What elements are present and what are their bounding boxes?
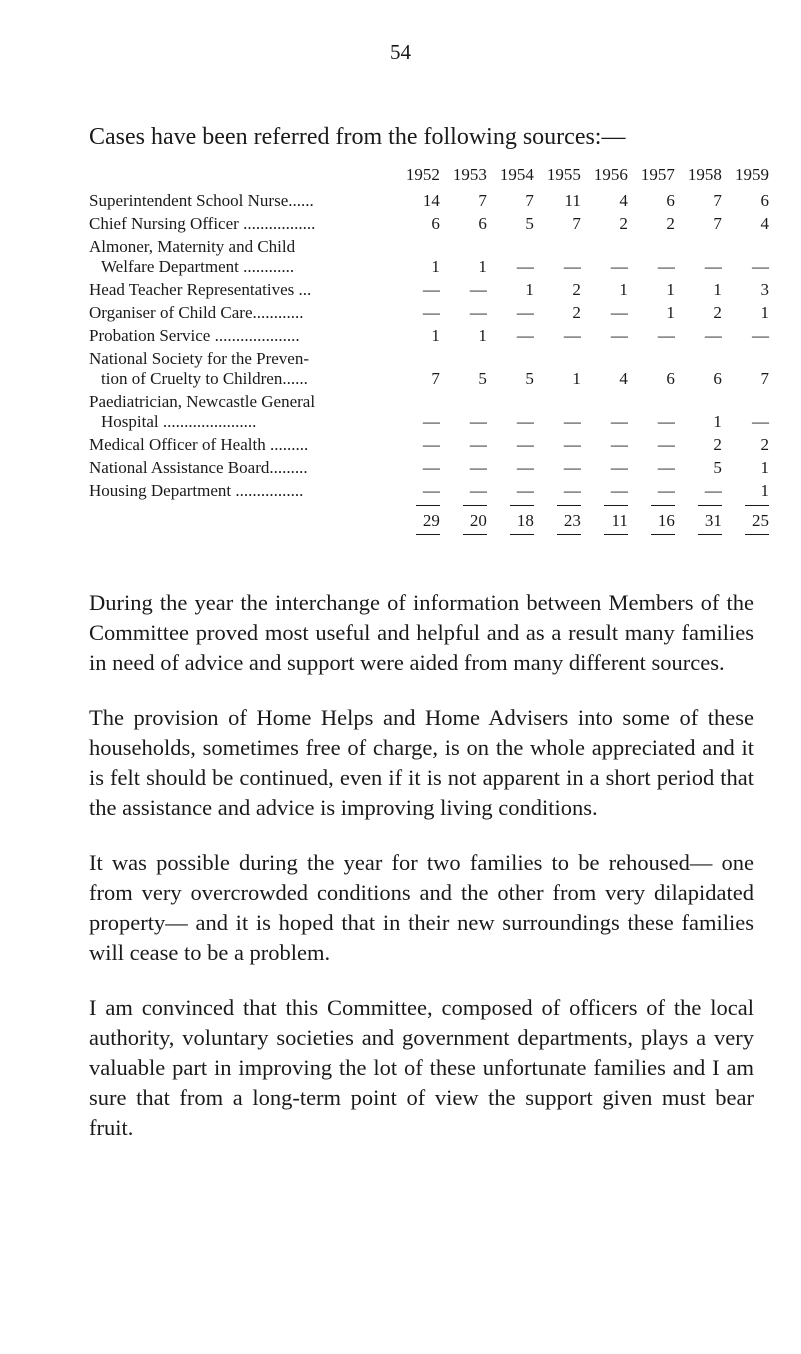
value-cell: — [563, 458, 581, 477]
source-label-line: Medical Officer of Health ......... [89, 435, 309, 454]
year-header-1954: 1954 [499, 165, 534, 184]
table-row [89, 211, 769, 234]
total-cell: 20 [440, 501, 487, 535]
source-label-line: Hospital ...................... [101, 412, 257, 431]
source-label-line: Chief Nursing Officer ................. [89, 214, 316, 233]
value-cell: — [704, 326, 722, 345]
value-cell: — [469, 412, 487, 431]
value-cell: — [563, 412, 581, 431]
intro-text: Cases have been referred from the following sources:— [89, 124, 626, 150]
value-cell: — [657, 326, 675, 345]
value-cell: 14 [422, 191, 440, 210]
total-cell: 11 [581, 501, 628, 535]
value-cell: 1 [525, 280, 534, 299]
source-cell [89, 211, 393, 234]
year-header-1957: 1957 [640, 165, 675, 184]
source-label-line: Superintendent School Nurse...... [89, 191, 314, 210]
table-body [89, 188, 769, 535]
value-cell: — [610, 481, 628, 500]
source-label-line: Head Teacher Representatives ... [89, 280, 312, 299]
total-cell: 29 [393, 501, 440, 535]
value-cell: 6 [760, 191, 769, 210]
table-row [89, 323, 769, 346]
source-cell [89, 234, 393, 277]
value-cell: 6 [666, 191, 675, 210]
value-cell: 2 [572, 280, 581, 299]
source-cell [89, 389, 393, 432]
value-cell: 7 [525, 191, 534, 210]
paragraph-home-helps: The provision of Home Helps and Home Advisers into some of these households, sometimes free of charge, is on the whole appreciated and it is felt should be continued, even if it is not apparent in a short period that the assistance and advice is improving living conditions. [89, 705, 754, 820]
value-cell: — [422, 412, 440, 431]
table-row [89, 432, 769, 455]
value-cell: — [657, 257, 675, 276]
year-header-row [89, 165, 769, 188]
value-cell: 2 [619, 214, 628, 233]
value-cell: 1 [760, 481, 769, 500]
value-cell: 6 [478, 214, 487, 233]
total-cell: 31 [675, 501, 722, 535]
value-cell: 7 [572, 214, 581, 233]
value-cell: — [610, 326, 628, 345]
table-row [89, 300, 769, 323]
total-cell: 18 [487, 501, 534, 535]
value-cell: — [516, 435, 534, 454]
value-cell: 1 [431, 326, 440, 345]
value-cell: 7 [760, 369, 769, 388]
page-number: 54 [390, 40, 411, 64]
value-cell: — [516, 326, 534, 345]
totals-label-cell [89, 501, 393, 535]
value-cell: — [563, 435, 581, 454]
value-cell: 2 [713, 435, 722, 454]
year-header-1955: 1955 [546, 165, 581, 184]
value-cell: 1 [431, 257, 440, 276]
value-cell: 1 [478, 326, 487, 345]
value-cell: — [752, 326, 769, 345]
source-cell [89, 346, 393, 389]
source-label-line: Paediatrician, Newcastle General [89, 392, 316, 411]
value-cell: 2 [666, 214, 675, 233]
value-cell: 2 [713, 303, 722, 322]
value-cell: — [469, 435, 487, 454]
value-cell: — [563, 481, 581, 500]
table-row [89, 346, 769, 389]
value-cell: — [704, 257, 722, 276]
value-cell: — [610, 435, 628, 454]
table-row [89, 234, 769, 277]
value-cell: 1 [619, 280, 628, 299]
value-cell: — [657, 435, 675, 454]
source-cell [89, 300, 393, 323]
value-cell: 6 [713, 369, 722, 388]
source-label-line: Housing Department ................ [89, 481, 304, 500]
value-cell: — [752, 257, 769, 276]
table-row [89, 478, 769, 501]
total-cell: 16 [628, 501, 675, 535]
value-cell: 1 [760, 303, 769, 322]
value-cell: — [516, 412, 534, 431]
paragraph-interchange: During the year the interchange of information between Members of the Committee proved most useful and helpful and as a result many families in need of advice and support were aided from many different sources. [89, 590, 754, 675]
value-cell: 5 [478, 369, 487, 388]
value-cell: 7 [713, 191, 722, 210]
value-cell: — [516, 481, 534, 500]
paragraph-rehousing: It was possible during the year for two families to be rehoused— one from very overcrowded conditions and the other from very dilapidated property— and it is hoped that in their new surroundings these families will cease to be a problem. [89, 850, 754, 965]
value-cell: 1 [478, 257, 487, 276]
value-cell: — [422, 435, 440, 454]
value-cell: — [563, 257, 581, 276]
value-cell: — [657, 481, 675, 500]
total-cell: 25 [722, 501, 769, 535]
source-cell [89, 277, 393, 300]
referral-sources-table [89, 165, 769, 535]
paragraph-conclusion: I am convinced that this Committee, composed of officers of the local authority, voluntary societies and government departments, plays a very valuable part in improving the lot of these unfortunate families and I am sure that from a long-term point of view the support given must bear fruit. [89, 995, 754, 1140]
total-cell: 23 [534, 501, 581, 535]
value-cell: 7 [478, 191, 487, 210]
year-header-1952: 1952 [405, 165, 440, 184]
table-row [89, 455, 769, 478]
value-cell: — [422, 280, 440, 299]
value-cell: 2 [572, 303, 581, 322]
table-row [89, 277, 769, 300]
source-label-line: Organiser of Child Care............ [89, 303, 304, 322]
value-cell: 5 [713, 458, 722, 477]
value-cell: — [563, 326, 581, 345]
value-cell: — [469, 481, 487, 500]
value-cell: 7 [431, 369, 440, 388]
value-cell: — [469, 303, 487, 322]
value-cell: 4 [619, 191, 628, 210]
value-cell: 3 [760, 280, 769, 299]
totals-row [89, 501, 769, 535]
source-label-line: National Assistance Board......... [89, 458, 308, 477]
value-cell: 1 [713, 280, 722, 299]
source-label-line: National Society for the Preven- [89, 349, 309, 368]
value-cell: 4 [619, 369, 628, 388]
value-cell: 6 [666, 369, 675, 388]
table-row [89, 188, 769, 211]
value-cell: — [610, 303, 628, 322]
value-cell: — [657, 412, 675, 431]
value-cell: 11 [564, 191, 581, 210]
value-cell: — [752, 412, 769, 431]
source-cell [89, 455, 393, 478]
value-cell: 1 [572, 369, 581, 388]
value-cell: — [516, 257, 534, 276]
year-header-1959: 1959 [735, 165, 769, 184]
source-cell [89, 478, 393, 501]
source-label-line: Almoner, Maternity and Child [89, 237, 296, 256]
value-cell: — [516, 303, 534, 322]
value-cell: — [422, 481, 440, 500]
source-label-line: tion of Cruelty to Children...... [101, 369, 308, 388]
source-cell [89, 188, 393, 211]
value-cell: 1 [760, 458, 769, 477]
source-label-line: Probation Service .................... [89, 326, 300, 345]
value-cell: 7 [713, 214, 722, 233]
value-cell: — [469, 458, 487, 477]
value-cell: — [422, 303, 440, 322]
value-cell: 2 [760, 435, 769, 454]
value-cell: 6 [431, 214, 440, 233]
year-header-1958: 1958 [687, 165, 722, 184]
value-cell: 1 [713, 412, 722, 431]
table-row [89, 389, 769, 432]
year-header-1953: 1953 [452, 165, 487, 184]
value-cell: — [610, 412, 628, 431]
source-label-line: Welfare Department ............ [101, 257, 295, 276]
body-text [89, 588, 754, 1168]
value-cell: 4 [760, 214, 769, 233]
source-cell [89, 323, 393, 346]
value-cell: 1 [666, 303, 675, 322]
value-cell: — [610, 458, 628, 477]
value-cell: — [704, 481, 722, 500]
value-cell: — [469, 280, 487, 299]
year-header-1956: 1956 [593, 165, 628, 184]
value-cell: 5 [525, 369, 534, 388]
value-cell: 5 [525, 214, 534, 233]
value-cell: — [610, 257, 628, 276]
source-cell [89, 432, 393, 455]
value-cell: 1 [666, 280, 675, 299]
value-cell: — [422, 458, 440, 477]
value-cell: — [657, 458, 675, 477]
value-cell: — [516, 458, 534, 477]
source-column-header [89, 165, 393, 188]
